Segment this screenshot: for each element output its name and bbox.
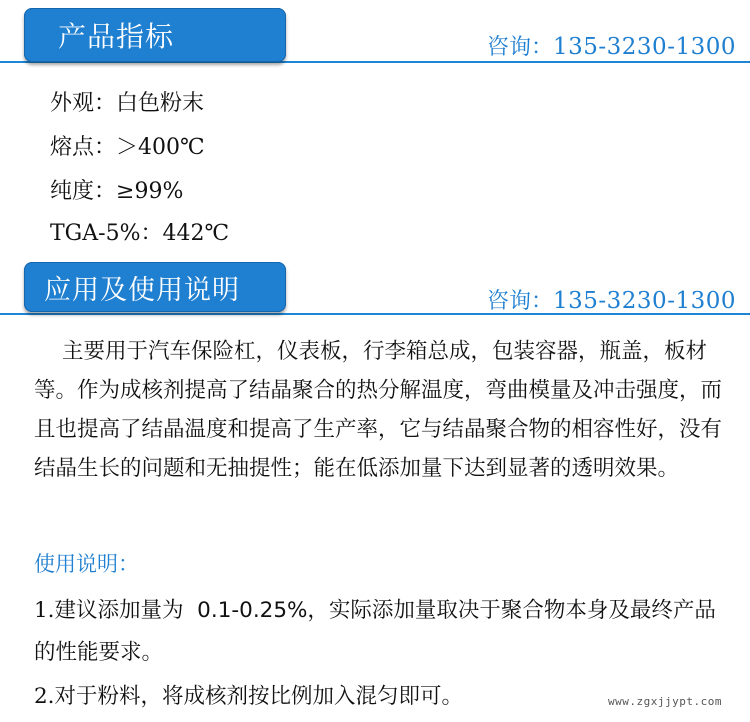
contact-label: 咨询： [486, 35, 553, 60]
product-specs-section [0, 0, 750, 260]
section-title: 应用及使用说明 [44, 274, 240, 306]
usage-item [34, 590, 734, 674]
spec-value: 442℃ [162, 221, 230, 246]
usage-item-text: 对于粉料，将成核剂按比例加入混匀即可。 [54, 684, 464, 709]
spec-row [50, 130, 205, 161]
contact-phone[interactable]: 135-3230-1300 [552, 34, 736, 60]
spec-label: 纯度： [50, 179, 117, 204]
usage-item-number: 1. [34, 598, 55, 623]
section-title-tab [24, 262, 286, 312]
spec-value: ≥99% [116, 179, 184, 204]
spec-label: 熔点： [50, 135, 117, 160]
contact-info [487, 30, 736, 61]
spec-value: 白色粉末 [116, 91, 205, 116]
usage-item-number: 2. [34, 684, 55, 709]
contact-phone[interactable]: 135-3230-1300 [552, 288, 736, 314]
spec-row [50, 174, 183, 205]
spec-label: TGA-5%： [50, 221, 163, 246]
spec-row [50, 86, 204, 117]
section-title-tab [24, 8, 286, 62]
usage-title: 使用说明： [34, 552, 139, 576]
spec-value: ＞400℃ [116, 135, 205, 160]
watermark: www.zgxjjypt.com [608, 695, 722, 708]
application-description: 主要用于汽车保险杠，仪表板，行李箱总成，包装容器，瓶盖，板材等。作为成核剂提高了结晶聚合的热分解温度，弯曲模量及冲击强度，而且也提高了结晶温度和提高了生产率，它与结晶聚合物的相容性好，没有结晶生长的问题和无抽提性；能在低添加量下达到显著的透明效果。 [34, 339, 723, 481]
application-section [0, 260, 750, 722]
usage-item-text: 建议添加量为 0.1-0.25%，实际添加量取决于聚合物本身及最终产品的性能要求。 [34, 598, 716, 665]
spec-row [50, 216, 229, 247]
spec-label: 外观： [50, 91, 117, 116]
contact-info [487, 284, 736, 315]
section-title: 产品指标 [58, 20, 175, 53]
contact-label: 咨询： [486, 289, 553, 314]
